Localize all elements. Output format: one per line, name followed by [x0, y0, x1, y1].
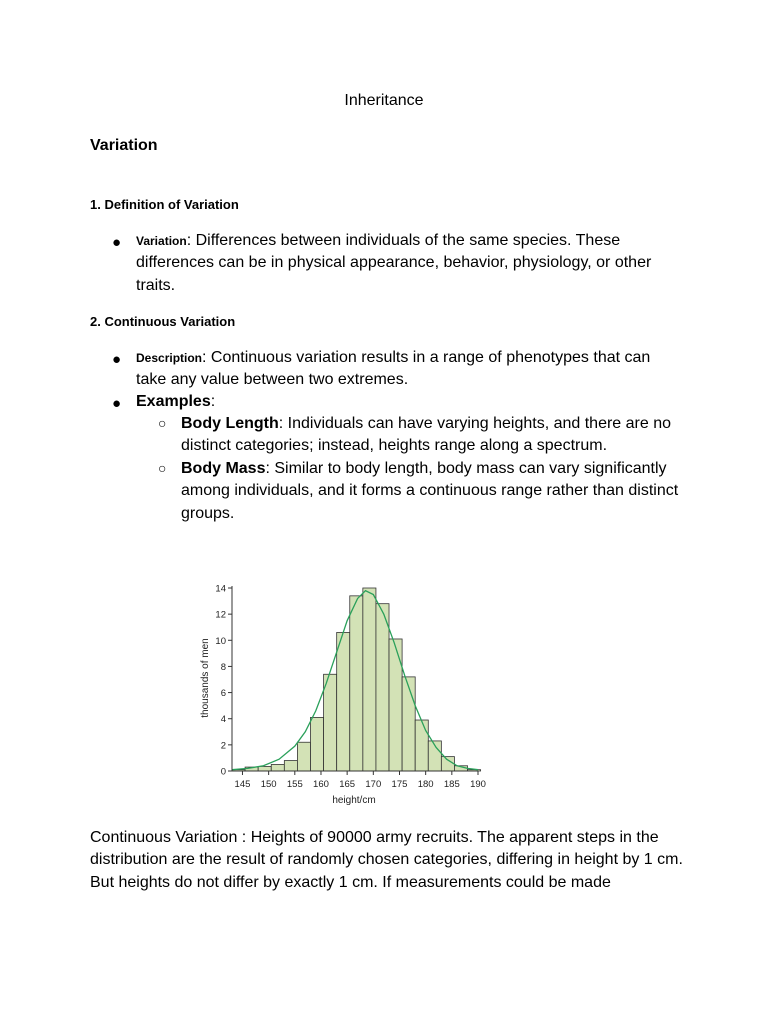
y-tick-label: 12: [215, 609, 226, 621]
histogram-bar: [324, 674, 337, 771]
y-tick-label: 8: [220, 661, 226, 673]
description-term: Description: [136, 351, 203, 365]
x-axis-label: height/cm: [332, 795, 376, 806]
x-tick-label: 185: [443, 779, 460, 790]
histogram-bar: [363, 588, 376, 771]
description-text: : Continuous variation results in a range of phenotypes that can take any value between two extremes.: [136, 349, 651, 389]
histogram-bar: [337, 632, 350, 771]
subheading-definition: 1. Definition of Variation: [90, 197, 239, 212]
histogram-bar: [376, 604, 389, 771]
definition-paragraph: [136, 230, 676, 297]
y-tick-label: 2: [220, 740, 226, 752]
histogram-bar: [350, 596, 363, 771]
x-tick-label: 180: [417, 779, 434, 790]
examples-colon: :: [210, 393, 216, 410]
description-paragraph: [136, 347, 681, 392]
example-body-length-text: : Individuals can have varying heights, and there are no distinct categories; instead, heights range along a spectrum.: [181, 415, 672, 455]
hollow-bullet-icon: ○: [158, 460, 167, 476]
histogram-bar: [311, 717, 324, 771]
y-tick-label: 10: [215, 635, 226, 647]
definition-term: Variation: [136, 234, 187, 248]
example-body-length: [181, 413, 681, 458]
x-tick-label: 190: [470, 779, 486, 790]
y-tick-label: 0: [220, 766, 226, 778]
example-body-length-term: Body Length: [181, 415, 279, 432]
example-body-mass-term: Body Mass: [181, 460, 266, 477]
example-body-mass: [181, 458, 681, 525]
histogram-bar: [271, 764, 284, 771]
x-tick-label: 150: [260, 779, 277, 790]
examples-label: [136, 391, 215, 413]
caption-paragraph: Continuous Variation : Heights of 90000 army recruits. The apparent steps in the distribution are the result of randomly chosen categories, differing in height by 1 cm. But heights do not differ by exactly 1 cm. If measurements could be made: [90, 829, 683, 891]
histogram-bar: [441, 757, 454, 771]
x-tick-label: 165: [339, 779, 356, 790]
hollow-bullet-icon: ○: [158, 415, 167, 431]
x-tick-label: 145: [234, 779, 251, 790]
histogram-bar: [297, 742, 310, 771]
section-heading: Variation: [90, 137, 158, 154]
histogram-bar: [402, 677, 415, 771]
x-tick-label: 175: [391, 779, 408, 790]
y-axis-label: thousands of men: [200, 638, 211, 718]
histogram-bar: [415, 720, 428, 771]
examples-term: Examples: [136, 393, 211, 410]
y-tick-label: 4: [220, 714, 226, 726]
histogram-bar: [389, 639, 402, 771]
histogram-bar: [284, 761, 297, 771]
x-tick-label: 160: [313, 779, 329, 790]
x-tick-label: 155: [286, 779, 303, 790]
y-tick-label: 14: [215, 583, 226, 595]
example-body-mass-text: : Similar to body length, body mass can vary significantly among individuals, and it forms a continuous range rather than distinct groups.: [181, 460, 679, 522]
y-tick-label: 6: [220, 688, 226, 700]
histogram-bar: [258, 766, 271, 771]
definition-text: : Differences between individuals of the same species. These differences can be in physical appearance, behavior, physiology, or other traits.: [136, 232, 652, 294]
bullet-icon: ●: [112, 234, 122, 251]
bullet-icon: ●: [112, 351, 122, 368]
bullet-icon: ●: [112, 395, 122, 412]
subheading-continuous: 2. Continuous Variation: [90, 314, 236, 329]
doc-title: Inheritance: [344, 92, 424, 109]
height-histogram-chart: [190, 578, 500, 813]
x-tick-label: 170: [365, 779, 382, 790]
